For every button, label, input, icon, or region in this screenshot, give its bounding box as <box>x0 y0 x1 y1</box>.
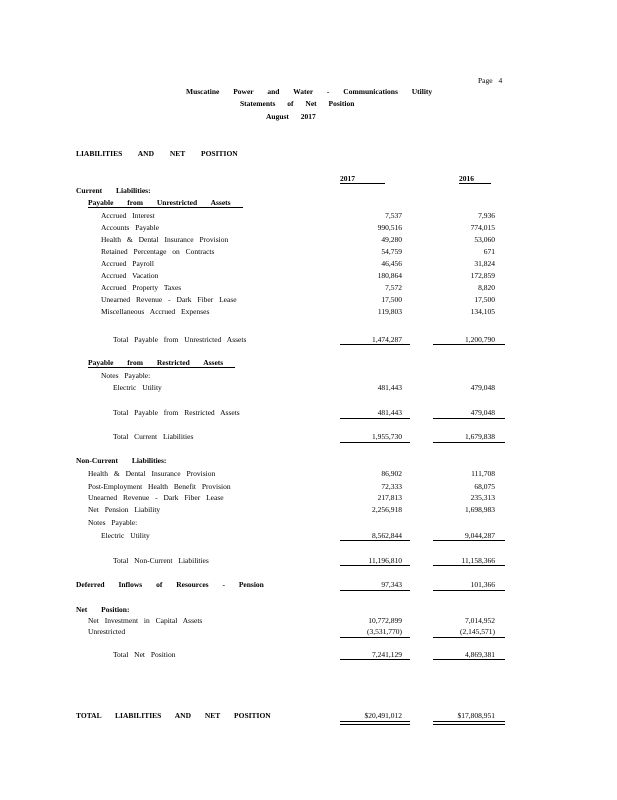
value-2017: 46,456 <box>381 259 402 268</box>
row-label: Total Payable from Restricted Assets <box>113 408 240 417</box>
value-2017: 7,572 <box>385 283 402 292</box>
value-2017: 2,256,918 <box>372 505 402 514</box>
page-number: Page 4 <box>478 76 503 85</box>
value-2017: 11,196,810 <box>368 556 402 565</box>
column-header-2017: 2017 <box>340 174 355 183</box>
value-2016: 7,014,952 <box>465 616 495 625</box>
value-2016: 479,048 <box>470 408 495 417</box>
value-2016: 134,105 <box>470 307 495 316</box>
row-label: Electric Utility <box>101 531 150 540</box>
row-label: Health & Dental Insurance Provision <box>101 235 229 244</box>
value-2017: 180,864 <box>377 271 402 280</box>
row-label: Accrued Interest <box>101 211 155 220</box>
value-2017: 17,500 <box>381 295 402 304</box>
value-2017: 990,516 <box>377 223 402 232</box>
row-label: Unearned Revenue - Dark Fiber Lease <box>101 295 237 304</box>
row-label: Total Net Position <box>113 650 176 659</box>
value-2017: (3,531,770) <box>367 627 402 636</box>
row-label: Non-Current Liabilities: <box>76 456 167 465</box>
value-2017: 1,955,730 <box>372 432 402 441</box>
value-2016: 479,048 <box>470 383 495 392</box>
value-2016: 11,158,366 <box>461 556 495 565</box>
value-2016: 9,044,287 <box>465 531 495 540</box>
row-label: TOTAL LIABILITIES AND NET POSITION <box>76 711 271 720</box>
row-label: Total Non-Current Liabilities <box>113 556 209 565</box>
value-2017: 49,280 <box>381 235 402 244</box>
value-2017: $20,491,012 <box>364 711 402 720</box>
row-label: Accrued Property Taxes <box>101 283 182 292</box>
row-label: Miscellaneous Accrued Expenses <box>101 307 210 316</box>
row-label: Payable from Unrestricted Assets <box>88 198 243 208</box>
column-header-underline <box>459 183 491 184</box>
value-2016: 8,820 <box>478 283 495 292</box>
value-2017: 8,562,844 <box>372 531 402 540</box>
value-2016: 17,500 <box>474 295 495 304</box>
value-2017: 217,813 <box>377 493 402 502</box>
total-rule <box>340 659 410 660</box>
value-2017: 86,902 <box>381 469 402 478</box>
row-label: Deferred Inflows of Resources - Pension <box>76 580 264 589</box>
total-rule <box>340 637 410 638</box>
value-2016: 111,708 <box>471 469 495 478</box>
row-label: Total Current Liabilities <box>113 432 194 441</box>
row-label: Current Liabilities: <box>76 186 151 195</box>
row-label: Unearned Revenue - Dark Fiber Lease <box>88 493 224 502</box>
value-2016: 671 <box>483 247 495 256</box>
total-rule <box>433 540 505 541</box>
value-2016: (2,145,571) <box>460 627 495 636</box>
row-label: Retained Percentage on Contracts <box>101 247 215 256</box>
value-2017: 481,443 <box>377 408 402 417</box>
column-header-2016: 2016 <box>459 174 474 183</box>
value-2016: 68,075 <box>474 482 495 491</box>
value-2017: 481,443 <box>377 383 402 392</box>
total-rule <box>433 590 505 591</box>
row-label: Electric Utility <box>113 383 162 392</box>
total-rule <box>340 565 410 566</box>
row-label: Accrued Vacation <box>101 271 159 280</box>
total-rule <box>340 344 410 345</box>
total-rule <box>433 637 505 638</box>
section-title: LIABILITIES AND NET POSITION <box>76 149 238 158</box>
row-label: Accrued Payroll <box>101 259 154 268</box>
column-header-underline <box>340 183 385 184</box>
total-rule <box>433 344 505 345</box>
value-2016: 7,936 <box>478 211 495 220</box>
value-2016: 1,200,790 <box>465 335 495 344</box>
value-2017: 10,772,899 <box>368 616 402 625</box>
double-total-rule <box>340 721 410 725</box>
total-rule <box>340 442 410 443</box>
row-label: Post-Employment Health Benefit Provision <box>88 482 231 491</box>
value-2016: $17,808,951 <box>457 711 495 720</box>
value-2016: 31,824 <box>474 259 495 268</box>
value-2017: 54,759 <box>381 247 402 256</box>
value-2016: 101,366 <box>470 580 495 589</box>
total-rule <box>433 565 505 566</box>
total-rule <box>340 540 410 541</box>
total-rule <box>433 442 505 443</box>
total-rule <box>340 590 410 591</box>
report-subtitle: Statements of Net Position <box>240 99 355 108</box>
value-2016: 235,313 <box>470 493 495 502</box>
total-rule <box>340 418 410 419</box>
value-2017: 119,803 <box>377 307 402 316</box>
value-2016: 4,869,381 <box>465 650 495 659</box>
row-label: Unrestricted <box>88 627 126 636</box>
value-2016: 1,698,983 <box>465 505 495 514</box>
row-label: Net Investment in Capital Assets <box>88 616 203 625</box>
double-total-rule <box>433 721 505 725</box>
row-label: Health & Dental Insurance Provision <box>88 469 216 478</box>
value-2016: 53,060 <box>474 235 495 244</box>
value-2017: 97,343 <box>381 580 402 589</box>
value-2016: 172,859 <box>470 271 495 280</box>
value-2016: 1,679,838 <box>465 432 495 441</box>
total-rule <box>433 418 505 419</box>
row-label: Net Pension Liability <box>88 505 161 514</box>
report-title: Muscatine Power and Water - Communications Utility <box>186 87 433 96</box>
row-label: Notes Payable: <box>88 518 138 527</box>
report-period: August 2017 <box>266 112 316 121</box>
row-label: Notes Payable: <box>101 371 151 380</box>
value-2017: 7,241,129 <box>372 650 402 659</box>
row-label: Net Position: <box>76 605 130 614</box>
row-label: Total Payable from Unrestricted Assets <box>113 335 247 344</box>
value-2017: 7,537 <box>385 211 402 220</box>
value-2016: 774,015 <box>470 223 495 232</box>
value-2017: 1,474,287 <box>372 335 402 344</box>
row-label: Payable from Restricted Assets <box>88 358 235 368</box>
value-2017: 72,333 <box>381 482 402 491</box>
row-label: Accounts Payable <box>101 223 159 232</box>
total-rule <box>433 659 505 660</box>
